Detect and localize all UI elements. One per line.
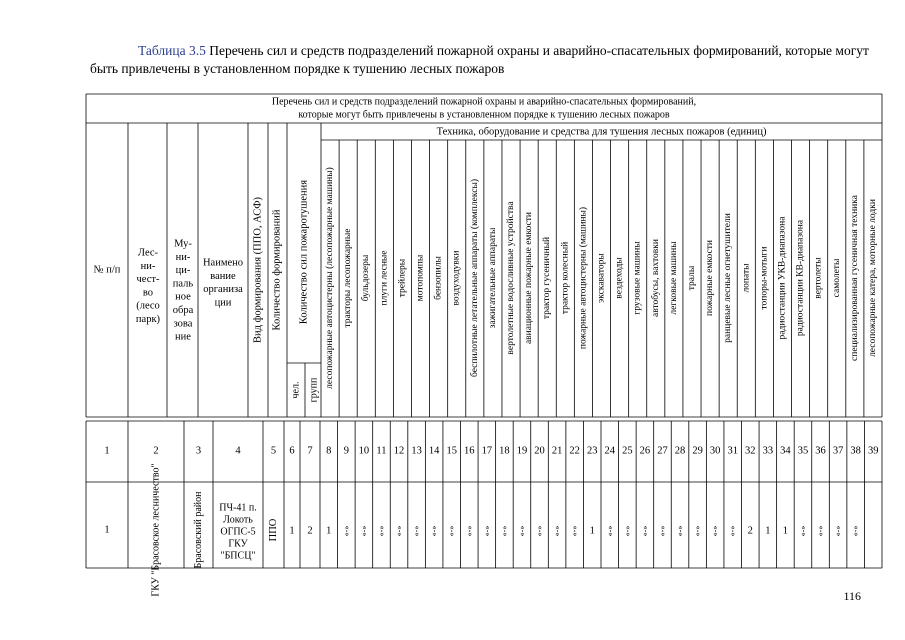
column-number-30: 30 [709,445,721,457]
row-value-34: 1 [782,525,789,537]
equipment-header-20: легковые машины [668,241,679,315]
equipment-header-28: вертолеты [813,257,824,299]
column-number-34: 34 [780,445,791,457]
column-number-4: 4 [235,445,241,457]
header-forces-count: Количество сил пожаротушения [298,179,310,325]
equipment-header-21: тралы [686,265,697,291]
row-value-29: «-» [693,525,703,537]
row-value-20: «-» [535,525,545,537]
column-number-31: 31 [727,445,738,457]
column-number-15: 15 [446,445,457,457]
header-forestry: (лесо [136,300,160,312]
table-title-line-2: которые могут быть привлечены в установленном порядке к тушению лесных пожаров [298,109,670,121]
row-organization: ПЧ-41 п. [219,502,257,514]
equipment-header-29: самолеты [831,258,842,298]
row-organization: ГКУ [228,538,248,550]
table-title-line-1: Перечень сил и средств подразделений пожарной охраны и аварийно-спасательных формирований, [271,96,697,108]
column-number-23: 23 [586,445,598,457]
header-municipality: зова [173,318,193,330]
equipment-header-5: трейлеры [397,258,408,298]
row-value-33: 1 [765,525,771,537]
column-number-20: 20 [534,445,545,457]
header-municipality: ное [175,291,191,303]
equipment-header-12: авиационные пожарные емкости [524,211,535,345]
row-value-38: «-» [851,525,861,537]
row-number: 1 [104,524,110,536]
column-number-11: 11 [376,445,387,457]
equipment-header-23: ранцевые лесные огнетушители [723,213,734,343]
equipment-header-8: воздуходувки [451,250,462,306]
caption-text: Перечень сил и средств подразделений пожарной охраны и аварийно-спасательных формирований, которые могут быть привлечены в установленном порядке к тушению лесных пожаров [90,43,869,76]
column-number-38: 38 [850,445,861,457]
page-number: 116 [843,589,861,603]
row-value-8: 1 [326,525,332,537]
header-organization: Наимено [202,257,244,269]
row-value-26: «-» [640,525,650,537]
header-forestry: Лес- [137,247,159,259]
equipment-header-6: мотопомпы [415,254,426,302]
equipment-header-4: плуги лесные [379,250,390,306]
row-value-27: «-» [657,525,667,537]
row-value-17: «-» [482,525,492,537]
header-municipality: ци- [175,265,191,277]
row-people: 2 [307,525,313,537]
column-number-21: 21 [551,445,563,457]
equipment-header-19: автобусы, вахтовки [650,239,661,317]
column-number-33: 33 [762,445,774,457]
row-value-22: «-» [570,525,580,537]
column-number-26: 26 [639,445,651,457]
column-number-2: 2 [153,445,159,457]
row-value-16: «-» [464,525,474,537]
equipment-header-13: трактор гусеничный [542,236,553,320]
row-value-28: «-» [675,525,685,537]
equipment-header-27: радиостанции КВ-диапазона [795,219,806,337]
row-value-15: «-» [447,525,457,537]
equipment-header-16: экскаваторы [596,253,607,303]
equipment-header-25: топоры-мотыги [759,246,770,310]
equipment-header-24: лопаты [741,263,752,293]
column-number-10: 10 [358,445,370,457]
column-number-37: 37 [832,445,844,457]
header-municipality: ни- [175,251,191,263]
column-number-8: 8 [326,445,332,457]
caption-label: Таблица 3.5 [138,43,206,58]
row-value-30: «-» [710,525,720,537]
header-municipality: ние [175,331,191,343]
column-number-28: 28 [674,445,686,457]
header-formation-count: Количество формирований [271,209,283,331]
equipment-header-17: вездеходы [614,257,625,299]
row-value-11: «-» [376,525,386,537]
equipment-header-15: пожарные автоцистерны (машины) [578,206,589,350]
row-organization: "БПСЦ" [220,550,256,562]
equipment-header-7: бензопилы [433,256,444,300]
header-municipality: паль [172,278,194,290]
row-formation-type: ППО [268,518,279,542]
column-number-39: 39 [867,445,879,457]
equipment-header-10: зажигательные аппараты [487,227,498,329]
row-value-14: «-» [429,525,439,537]
column-number-32: 32 [745,445,756,457]
row-value-21: «-» [552,525,562,537]
row-value-10: «-» [359,525,369,537]
column-number-13: 13 [411,445,422,457]
row-value-31: «-» [728,525,738,537]
row-forestry: ГКУ "Брасовское лесничество" [150,463,162,597]
column-number-3: 3 [195,445,202,457]
equipment-header-26: радиостанции УКВ-диапазона [777,216,788,340]
equipment-header-11: вертолетные водосливные устройства [506,201,517,355]
header-organization: ции [214,297,232,309]
row-municipality: Брасовский район [193,491,204,569]
row-value-23: 1 [589,525,595,537]
column-number-1: 1 [104,445,110,457]
header-organization: организа [203,284,243,296]
equipment-header-2: тракторы лесопожарные [343,228,354,328]
column-number-5: 5 [270,445,277,457]
column-number-17: 17 [481,445,493,457]
header-formation-type: Вид формирования (ППО, АСФ) [252,196,264,344]
column-number-36: 36 [815,445,826,457]
row-organization: Локоть [223,514,253,526]
row-value-12: «-» [394,525,404,537]
column-number-14: 14 [428,445,440,457]
column-number-6: 6 [289,445,295,457]
equipment-header-14: трактор колесный [560,241,571,315]
header-forestry: чест- [136,274,160,286]
header-municipality: обра [172,305,194,316]
equipment-header-1: лесопожарные автоцистерны (лесопожарные машины) [325,167,336,389]
header-number: № п/п [93,264,121,276]
header-forestry: парк) [135,314,161,325]
equipment-header-31: лесопожарные катера, моторные лодки [867,199,878,357]
column-number-29: 29 [692,445,703,457]
row-value-32: 2 [747,525,753,537]
header-forestry: ни- [140,260,156,272]
equipment-header-18: грузовые машины [632,241,643,315]
column-number-35: 35 [797,445,809,457]
row-organization: ОГПС-5 [220,526,256,538]
row-value-13: «-» [412,525,422,537]
row-value-9: «-» [341,525,351,537]
row-value-37: «-» [833,525,843,537]
column-number-12: 12 [393,445,405,457]
header-municipality: Му- [174,238,192,250]
equipment-header-3: бульдозеры [361,254,372,302]
row-value-35: «-» [798,525,808,537]
column-number-16: 16 [464,445,475,457]
header-people: чел. [290,381,302,399]
equipment-header-30: специализированная гусеничная техника [849,195,860,361]
column-number-22: 22 [569,445,580,457]
column-number-27: 27 [657,445,668,457]
header-organization: вание [210,270,236,282]
equipment-header-9: беспилотные летательные аппараты (комплексы) [469,179,480,377]
equipment-header: Техника, оборудование и средства для тушения лесных пожаров (единиц) [436,126,767,138]
row-formations: 1 [289,525,295,537]
row-value-18: «-» [499,525,509,537]
row-value-19: «-» [517,525,527,537]
column-number-7: 7 [307,445,313,457]
row-value-25: «-» [622,525,632,537]
column-number-19: 19 [516,445,528,457]
header-forestry: во [142,287,154,299]
column-number-18: 18 [499,445,510,457]
column-number-24: 24 [604,445,616,457]
column-number-25: 25 [622,445,633,457]
column-number-9: 9 [343,445,349,457]
equipment-header-22: пожарные емкости [705,240,716,316]
row-value-24: «-» [605,525,615,537]
header-groups: групп [308,377,320,403]
row-value-36: «-» [816,525,826,537]
